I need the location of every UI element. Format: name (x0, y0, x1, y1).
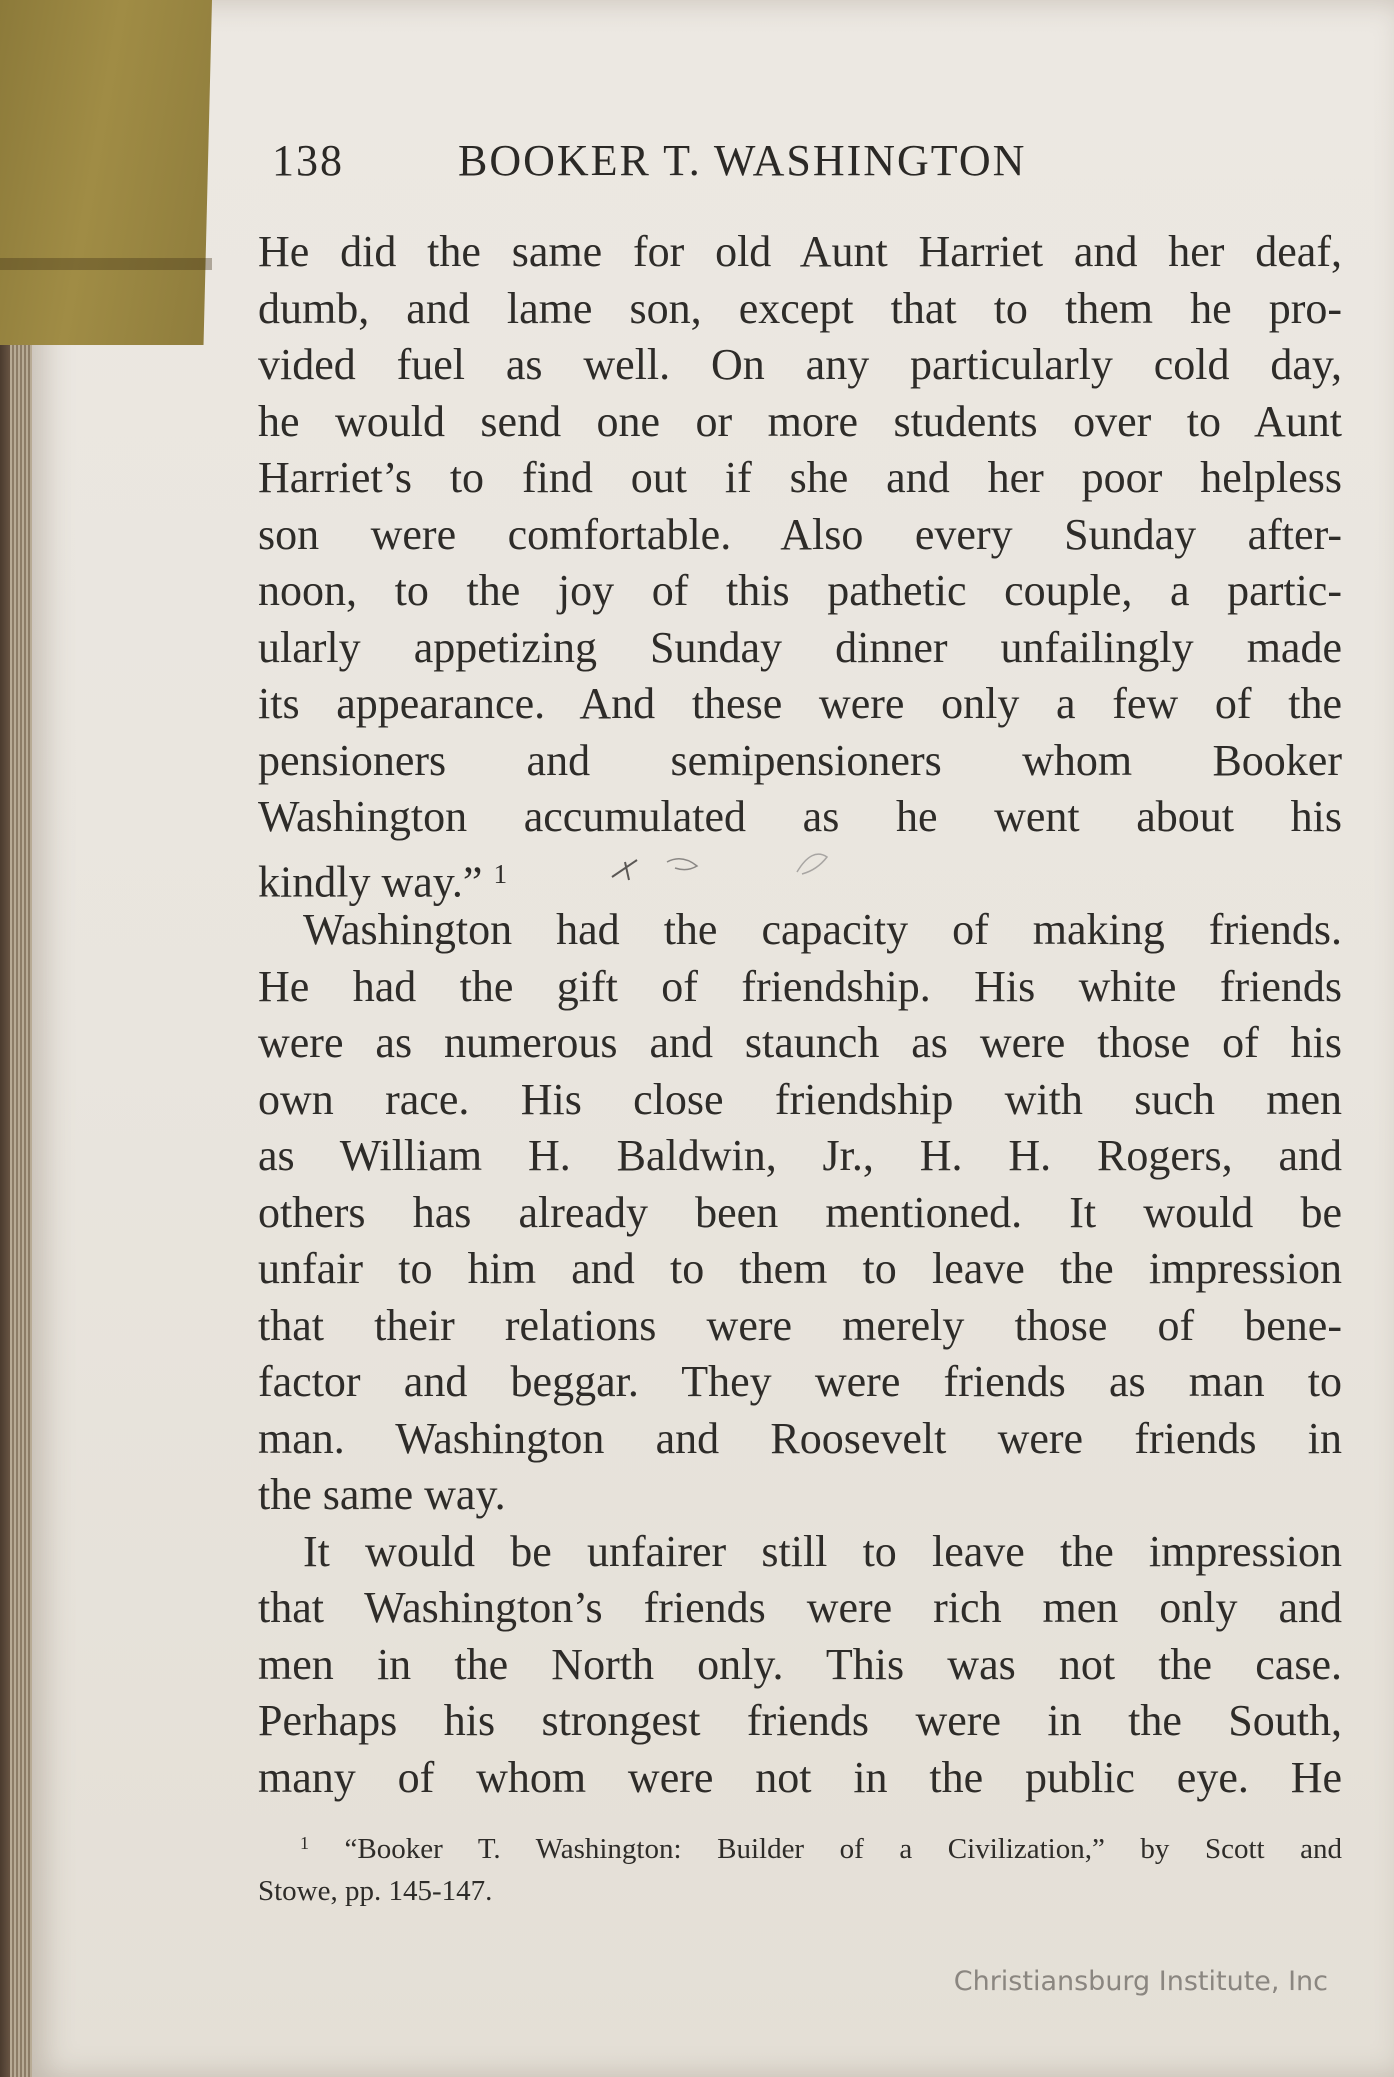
pencil-annotation-icon (607, 842, 857, 892)
footnote-marker: 1 (300, 1833, 309, 1853)
text-line: dumb, and lame son, except that to them he pro- (258, 283, 1342, 333)
text-line: as William H. Baldwin, Jr., H. H. Rogers, and (258, 1131, 1342, 1180)
page-number: 138 (272, 136, 344, 185)
text-line: unfair to him and to them to leave the impression (258, 1244, 1342, 1293)
text-line: pensioners and semipensioners whom Booker (258, 735, 1342, 785)
text-line: that their relations were merely those of bene- (258, 1300, 1342, 1350)
watermark: Christiansburg Institute, Inc (953, 1966, 1328, 1997)
text-line: noon, to the joy of this pathetic couple, a partic- (258, 566, 1342, 615)
text-line: factor and beggar. They were friends as man to (258, 1357, 1342, 1406)
footnote-line (258, 1822, 1342, 1870)
running-head-title: BOOKER T. WASHINGTON (458, 136, 1027, 185)
bookmark-ribbon (0, 0, 212, 345)
text-line: own race. His close friendship with such men (258, 1074, 1342, 1124)
text-line: men in the North only. This was not the case. (258, 1639, 1342, 1689)
text-line: he would send one or more students over to Aunt (258, 396, 1342, 446)
text-line: were as numerous and staunch as were those of his (258, 1018, 1342, 1067)
book-page (32, 0, 1394, 2077)
text-line: Washington accumulated as he went about his (258, 792, 1342, 841)
text-line: son were comfortable. Also every Sunday after- (258, 509, 1342, 559)
text-line: the same way. (258, 1470, 506, 1519)
running-head (272, 135, 1152, 195)
footnote-reference: 1 (493, 858, 508, 889)
text-line: Harriet’s to find out if she and her poor helpless (258, 453, 1342, 502)
text-line: Washington had the capacity of making friends. (303, 905, 1342, 954)
text-line: that Washington’s friends were rich men only and (258, 1583, 1342, 1632)
text-line: It would be unfairer still to leave the impression (303, 1526, 1342, 1576)
text-line: man. Washington and Roosevelt were friends in (258, 1413, 1342, 1463)
bookmark-fold (0, 258, 212, 270)
footnote-text: “Booker T. Washington: Builder of a Civilization,” by Scott and (344, 1832, 1343, 1865)
text-line: others has already been mentioned. It would be (258, 1187, 1342, 1237)
footnote (258, 1822, 1342, 1912)
text-line: many of whom were not in the public eye. He (258, 1752, 1342, 1802)
text-line: ularly appetizing Sunday dinner unfailingly made (258, 622, 1342, 672)
text-line: He had the gift of friendship. His white friends (258, 961, 1342, 1011)
body-text (258, 224, 1342, 1806)
text-line-content: kindly way.” (258, 857, 483, 907)
text-line: vided fuel as well. On any particularly cold day, (258, 340, 1342, 389)
footnote-line: Stowe, pp. 145-147. (258, 1874, 493, 1907)
text-line: He did the same for old Aunt Harriet and her deaf, (258, 227, 1342, 276)
text-line: its appearance. And these were only a few of the (258, 679, 1342, 728)
text-line: Perhaps his strongest friends were in the South, (258, 1696, 1342, 1745)
